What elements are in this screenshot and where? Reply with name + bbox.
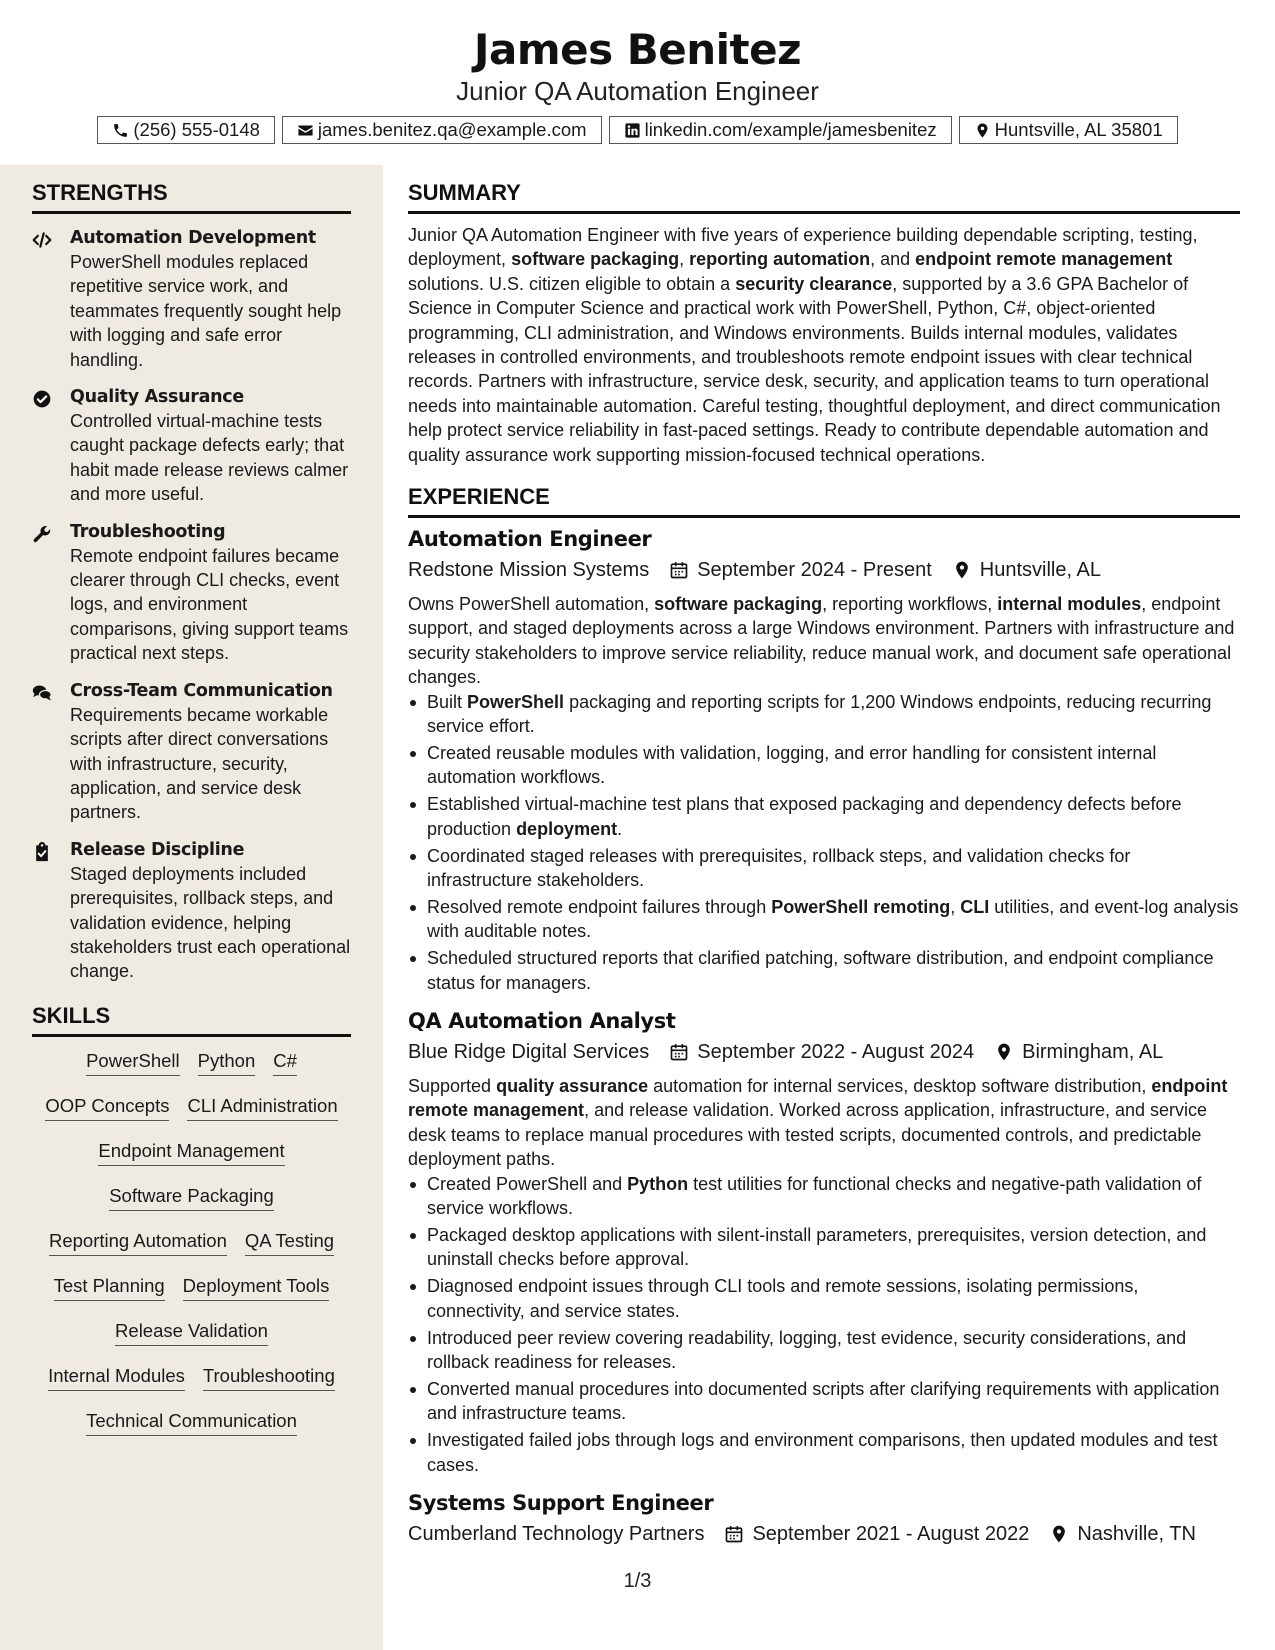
calendar-icon — [724, 1524, 744, 1544]
comments-icon — [32, 683, 52, 703]
text-run: Coordinated staged releases with prerequisites, rollback steps, and validation checks for infrastructure stakeholders. — [427, 845, 1131, 891]
strength-item — [32, 838, 351, 984]
bold-phrase: PowerShell — [467, 691, 565, 712]
job-meta — [408, 556, 1240, 584]
strength-title: Troubleshooting — [70, 521, 226, 542]
text-run: Supported — [408, 1076, 497, 1097]
main-content — [408, 165, 1240, 1548]
text-run: Converted manual procedures into documented scripts after clarifying requirements with application and infrastructure teams. — [427, 1378, 1220, 1424]
experience-heading: EXPERIENCE — [408, 483, 1240, 518]
linkedin-icon — [624, 122, 641, 139]
calendar-icon — [669, 560, 689, 580]
text-run: utilities, and event-log analysis with auditable notes. — [427, 896, 1239, 942]
contact-email[interactable] — [282, 116, 602, 144]
bold-phrase: quality assurance — [496, 1076, 649, 1097]
clipboard-check-icon — [32, 842, 52, 862]
map-pin-icon — [994, 1042, 1014, 1062]
strength-title: Automation Development — [70, 228, 316, 248]
strength-title: Quality Assurance — [70, 387, 244, 408]
job-company: Redstone Mission Systems — [408, 559, 650, 582]
job-company: Blue Ridge Digital Services — [408, 1041, 650, 1064]
skill-tag: Software Packaging — [109, 1184, 274, 1211]
text-run: , — [679, 249, 690, 270]
skill-tag: Deployment Tools — [183, 1274, 330, 1301]
bullet-item — [408, 1223, 1240, 1272]
contact-phone[interactable] — [97, 116, 275, 144]
job-meta — [408, 1520, 1240, 1548]
text-run: Introduced peer review covering readability, logging, test evidence, security considerations, and rollback readiness for releases. — [427, 1327, 1187, 1373]
job-description — [408, 1074, 1240, 1172]
text-run: , and release validation. Worked across application, infrastructure, and service desk teams to replace manual procedures with tested scripts, documented controls, and predictable deployment paths. — [408, 1100, 1208, 1170]
text-run: Built — [427, 691, 468, 712]
bullet-item — [408, 1326, 1240, 1375]
bold-phrase: software packaging — [511, 249, 680, 270]
candidate-role: Junior QA Automation Engineer — [456, 76, 819, 106]
job-location: Huntsville, AL — [979, 559, 1101, 582]
skills-heading: SKILLS — [32, 1002, 351, 1037]
email-text: james.benitez.qa@example.com — [317, 119, 587, 140]
skill-tag: Test Planning — [54, 1274, 165, 1301]
skill-tag: Troubleshooting — [203, 1364, 335, 1391]
skill-tag: Technical Communication — [86, 1409, 297, 1436]
bold-phrase: deployment — [516, 818, 618, 839]
strength-title: Cross-Team Communication — [70, 680, 333, 701]
job-bullets — [408, 1172, 1240, 1477]
text-run: packaging and reporting scripts for 1,200 Windows endpoints, reducing recurring service effort. — [427, 691, 1212, 737]
text-run: Created PowerShell and — [427, 1173, 628, 1194]
bullet-item — [408, 1274, 1240, 1323]
summary-text — [408, 223, 1240, 467]
page-number: 1/3 — [623, 1570, 652, 1592]
text-run: Junior QA Automation Engineer with five years of experience building dependable scripting, testing, deployment, — [408, 225, 1198, 270]
text-run: , and — [870, 249, 916, 270]
text-run: Owns PowerShell automation, — [408, 594, 655, 615]
map-pin-icon — [952, 560, 972, 580]
phone-text: (256) 555-0148 — [133, 119, 260, 140]
job-title: Systems Support Engineer — [408, 1491, 714, 1516]
strength-item — [32, 226, 351, 372]
text-run: , supported by a 3.6 GPA Bachelor of Science in Computer Science and practical work with PowerShell, Python, C#, object-oriented programming, CLI administration, and Windows environments. Builds internal modules, validates releases in controlled environments, and troubleshoots remote endpoint issues with clear technical records. Partners with infrastructure, service desk, security, and application teams to turn operational needs into maintainable automation. Careful testing, thoughtful deployment, and direct communication help protect service reliability in fast-paced settings. Ready to contribute dependable automation and quality assurance work supporting mission-focused technical operations. — [408, 273, 1221, 465]
job-description — [408, 592, 1240, 690]
text-run: , endpoint support, and staged deployments across a large Windows environment. Partners with infrastructure and security stakeholders to improve service reliability, reduce manual work, and document safe operational changes. — [408, 594, 1235, 688]
bullet-item — [408, 1377, 1240, 1426]
job-dates: September 2024 - Present — [697, 559, 932, 582]
bullet-item — [408, 1172, 1240, 1221]
job-entry — [408, 525, 1240, 995]
strength-title: Release Discipline — [70, 839, 245, 860]
skills-list — [32, 1049, 351, 1454]
bullet-item — [408, 690, 1240, 739]
text-run: Created reusable modules with validation, logging, and error handling for consistent internal automation workflows. — [427, 743, 1157, 788]
location-text: Huntsville, AL 35801 — [994, 119, 1163, 140]
strength-desc: Staged deployments included prerequisites, rollback steps, and validation evidence, helping stakeholders trust each operational change. — [70, 863, 351, 982]
envelope-icon — [297, 122, 314, 139]
job-dates: September 2022 - August 2024 — [697, 1041, 975, 1064]
strengths-list — [32, 226, 351, 984]
strength-item — [32, 520, 351, 666]
bold-phrase: software packaging — [654, 594, 823, 615]
text-run: Investigated failed jobs through logs and environment comparisons, then updated modules and test cases. — [427, 1430, 1218, 1475]
bold-phrase: PowerShell remoting — [771, 896, 951, 917]
summary-heading: SUMMARY — [408, 179, 1240, 214]
candidate-name: James Benitez — [473, 25, 802, 74]
text-run: solutions. U.S. citizen eligible to obtain a — [408, 273, 736, 294]
job-location: Birmingham, AL — [1022, 1041, 1164, 1064]
skill-tag: Internal Modules — [48, 1364, 185, 1391]
job-location: Nashville, TN — [1077, 1523, 1196, 1546]
text-run: . — [617, 818, 623, 839]
bullet-item — [408, 1428, 1240, 1477]
text-run: automation for internal services, desktop software distribution, — [648, 1076, 1152, 1097]
bold-phrase: security clearance — [735, 273, 893, 294]
contact-location — [959, 116, 1178, 144]
strengths-heading: STRENGTHS — [32, 179, 351, 214]
text-run: , — [950, 896, 961, 917]
contact-linkedin[interactable] — [609, 116, 952, 144]
text-run: , reporting workflows, — [822, 594, 998, 615]
check-circle-icon — [32, 389, 52, 409]
wrench-icon — [32, 524, 52, 544]
text-run: Scheduled structured reports that clarified patching, software distribution, and endpoint compliance status for managers. — [427, 948, 1214, 993]
map-pin-icon — [974, 122, 991, 139]
strength-item — [32, 679, 351, 825]
strength-desc: Remote endpoint failures became clearer through CLI checks, event logs, and environment comparisons, giving support teams practical next steps. — [70, 545, 349, 664]
bold-phrase: endpoint remote management — [915, 249, 1173, 270]
skill-tag: Python — [198, 1049, 256, 1076]
text-run: test utilities for functional checks and negative-path validation of service workflows. — [427, 1173, 1202, 1219]
skill-tag: OOP Concepts — [45, 1094, 169, 1121]
job-meta — [408, 1038, 1240, 1066]
bold-phrase: endpoint remote management — [408, 1076, 1228, 1121]
text-run: Packaged desktop applications with silent-install parameters, prerequisites, version detection, and uninstall checks before approval. — [427, 1225, 1207, 1270]
job-title: Automation Engineer — [408, 527, 652, 552]
strength-item — [32, 385, 351, 507]
skill-tag: CLI Administration — [187, 1094, 337, 1121]
bullet-item — [408, 792, 1240, 841]
calendar-icon — [669, 1042, 689, 1062]
skill-tag: Release Validation — [115, 1319, 268, 1346]
map-pin-icon — [1049, 1524, 1069, 1544]
job-dates: September 2021 - August 2022 — [752, 1523, 1030, 1546]
bullet-item — [408, 844, 1240, 893]
code-icon — [32, 230, 52, 250]
job-company: Cumberland Technology Partners — [408, 1523, 705, 1546]
skill-tag: Reporting Automation — [49, 1229, 227, 1256]
bold-phrase: reporting automation — [689, 249, 871, 270]
strength-desc: PowerShell modules replaced repetitive service work, and teammates frequently sought help with logging and safe error handling. — [70, 252, 342, 370]
bullet-item — [408, 741, 1240, 790]
strength-desc: Controlled virtual-machine tests caught package defects early; that habit made release reviews calmer and more useful. — [70, 411, 349, 505]
job-entry — [408, 1007, 1240, 1477]
phone-icon — [112, 122, 129, 139]
sidebar — [0, 165, 383, 1650]
skill-tag: PowerShell — [86, 1049, 180, 1076]
job-entry — [408, 1489, 1240, 1548]
text-run: Established virtual-machine test plans that exposed packaging and dependency defects before production — [427, 794, 1182, 839]
strength-desc: Requirements became workable scripts after direct conversations with infrastructure, security, application, and service desk partners. — [70, 704, 329, 823]
skill-tag: Endpoint Management — [98, 1139, 284, 1166]
linkedin-text: linkedin.com/example/jamesbenitez — [644, 119, 937, 140]
bold-phrase: CLI — [960, 896, 990, 917]
text-run: Diagnosed endpoint issues through CLI tools and remote sessions, isolating permissions, connectivity, and service states. — [427, 1276, 1139, 1321]
job-title: QA Automation Analyst — [408, 1009, 676, 1034]
text-run: Resolved remote endpoint failures through — [427, 896, 772, 917]
bullet-item — [408, 946, 1240, 995]
bold-phrase: Python — [627, 1173, 689, 1194]
skill-tag: QA Testing — [245, 1229, 334, 1256]
bold-phrase: internal modules — [997, 594, 1142, 615]
skill-tag: C# — [273, 1049, 297, 1076]
resume-header — [0, 0, 1275, 165]
bullet-item — [408, 895, 1240, 944]
contact-bar — [0, 116, 1275, 144]
job-bullets — [408, 690, 1240, 995]
